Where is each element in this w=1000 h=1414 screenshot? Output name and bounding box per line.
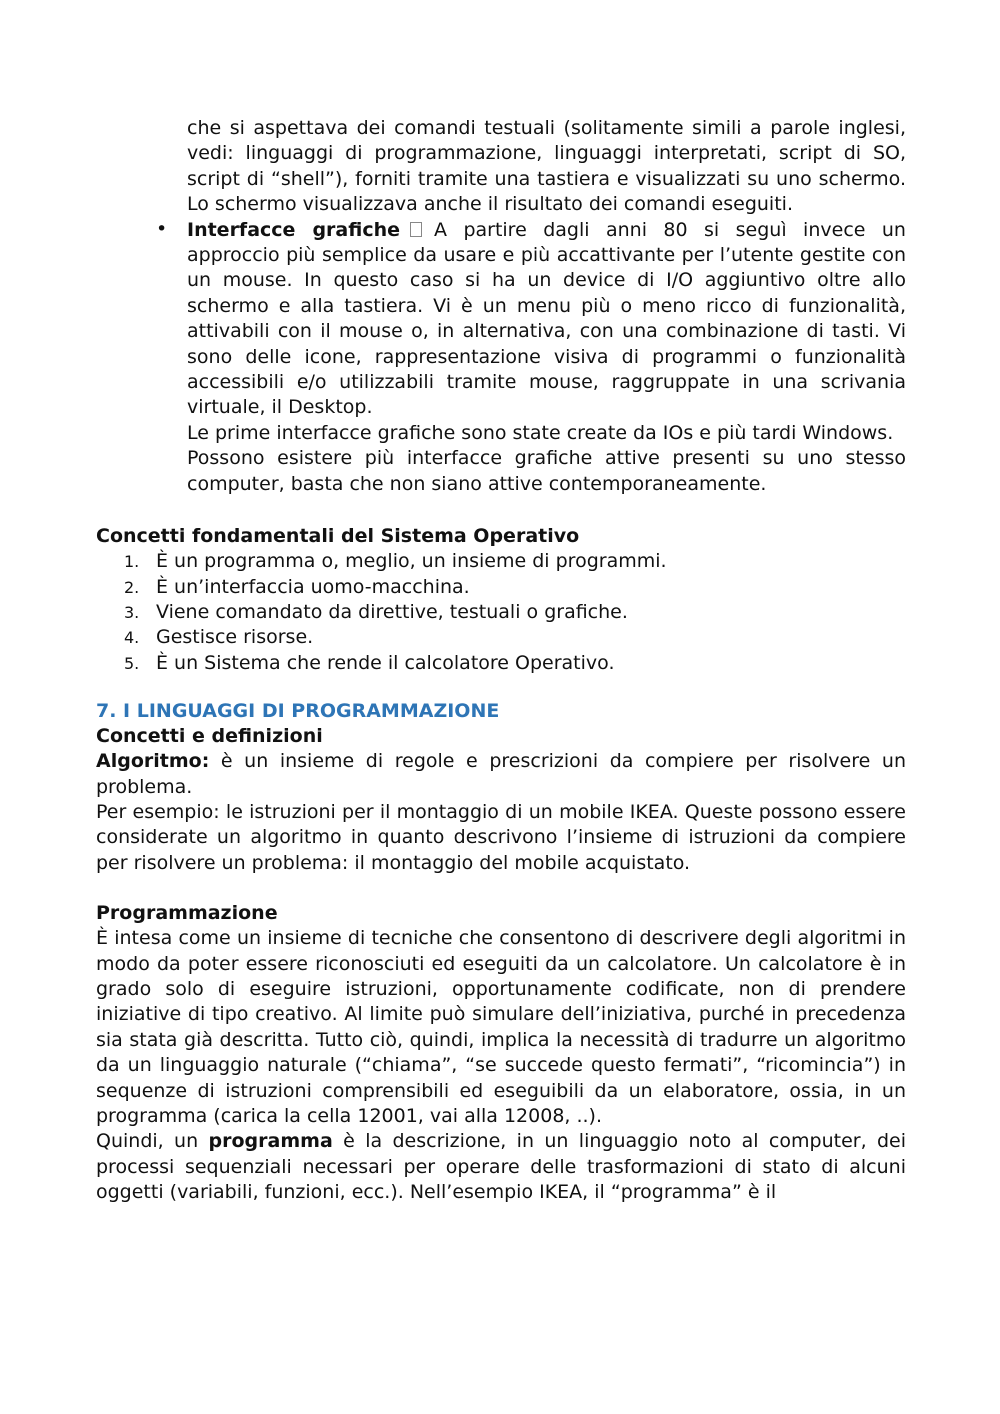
list-text: È un Sistema che rende il calcolatore Operativo. <box>156 651 615 674</box>
algorithm-paragraph <box>96 749 906 800</box>
gui-term: Interfacce grafiche <box>187 218 400 241</box>
example-paragraph: Per esempio: le istruzioni per il montaggio di un mobile IKEA. Queste possono essere considerate un algoritmo in quanto descrivono l’insieme di istruzioni da compiere per risolvere un problema: il montaggio del mobile acquistato. <box>96 800 906 874</box>
gui-paragraph-3: Possono esistere più interfacce grafiche attive presenti su uno stesso computer, basta che non siano attive contemporaneamente. <box>187 447 906 495</box>
program-text: è la descrizione, in un linguaggio noto al computer, dei processi sequenziali necessari per operare delle trasformazioni di stato di alcuni oggetti (variabili, funzioni, ecc.). Nell’esempio IKEA, il “programma” è il <box>96 1130 906 1204</box>
list-item <box>96 651 906 676</box>
list-text: Viene comandato da direttive, testuali o grafiche. <box>156 600 628 623</box>
list-item <box>96 600 906 625</box>
programming-paragraph: È intesa come un insieme di tecniche che consentono di descrivere degli algoritmi in modo da poter essere riconosciuti ed eseguiti da un calcolatore. Un calcolatore è in grado solo di eseguire istruzioni, opportunamente codificate, non di prendere iniziative di tipo creativo. Al limite può simulare dell’iniziativa, purché in precedenza sia stata già descritta. Tutto ciò, quindi, implica la necessità di tradurre un algoritmo da un linguaggio naturale (“chiama”, “se succede questo fermati”, “ricomincia”) in sequenze di istruzioni comprensibili ed eseguibili da un elaboratore, ossia, in un programma (carica la cella 12001, vai alla 12008, ..). <box>96 927 906 1127</box>
concepts-title: Concetti fondamentali del Sistema Operativo <box>96 525 580 548</box>
gui-paragraph-2: Le prime interfacce grafiche sono state create da IOs e più tardi Windows. <box>187 421 894 444</box>
cli-continuation-paragraph: che si aspettava dei comandi testuali (solitamente simili a parole inglesi, vedi: linguaggi di programmazione, linguaggi interpretati, script di SO, script di “shell”), forniti tramite una tastiera e visualizzati su uno schermo. Lo schermo visualizzava anche il risultato dei comandi eseguiti. <box>187 117 906 216</box>
program-term: programma <box>208 1130 333 1153</box>
program-intro: Quindi, un <box>96 1130 199 1153</box>
concepts-list <box>96 549 906 676</box>
gui-paragraph <box>187 218 906 421</box>
missing-arrow-icon <box>410 222 422 237</box>
programming-title: Programmazione <box>96 902 278 925</box>
algorithm-term: Algoritmo: <box>96 750 210 773</box>
chapter-subtitle: Concetti e definizioni <box>96 725 323 748</box>
list-number: 2. <box>124 577 140 597</box>
gui-list-item <box>156 217 906 497</box>
gui-text: A partire dagli anni 80 si seguì invece un approccio più semplice da usare e più accattivante per l’utente gestite con un mouse. In questo caso si ha un device di I/O aggiuntivo oltre allo schermo e alla tastiera. Vi è un menu più o meno ricco di funzionalità, attivabili con il mouse o, in alternativa, con una combinazione di tasti. Vi sono delle icone, rappresentazione visiva di programmi o funzionalità accessibili e/o utilizzabili tramite mouse, raggruppate in una scrivania virtuale, il Desktop. <box>187 218 906 419</box>
paragraph-gap <box>96 876 906 901</box>
list-text: È un’interfaccia uomo-macchina. <box>156 575 470 598</box>
list-item <box>96 549 906 574</box>
algorithm-text: è un insieme di regole e prescrizioni da compiere per risolvere un problema. <box>96 750 906 798</box>
list-number: 3. <box>124 602 140 622</box>
list-text: Gestisce risorse. <box>156 626 314 649</box>
document-page <box>96 116 906 1206</box>
bullet-glyph: • <box>156 217 168 240</box>
list-item <box>96 575 906 600</box>
list-number: 1. <box>124 552 140 572</box>
list-item <box>96 625 906 650</box>
chapter-title: 7. I LINGUAGGI DI PROGRAMMAZIONE <box>96 700 500 723</box>
list-text: È un programma o, meglio, un insieme di programmi. <box>156 550 667 573</box>
list-number: 5. <box>124 653 140 673</box>
list-number: 4. <box>124 628 140 648</box>
program-paragraph <box>96 1129 906 1205</box>
